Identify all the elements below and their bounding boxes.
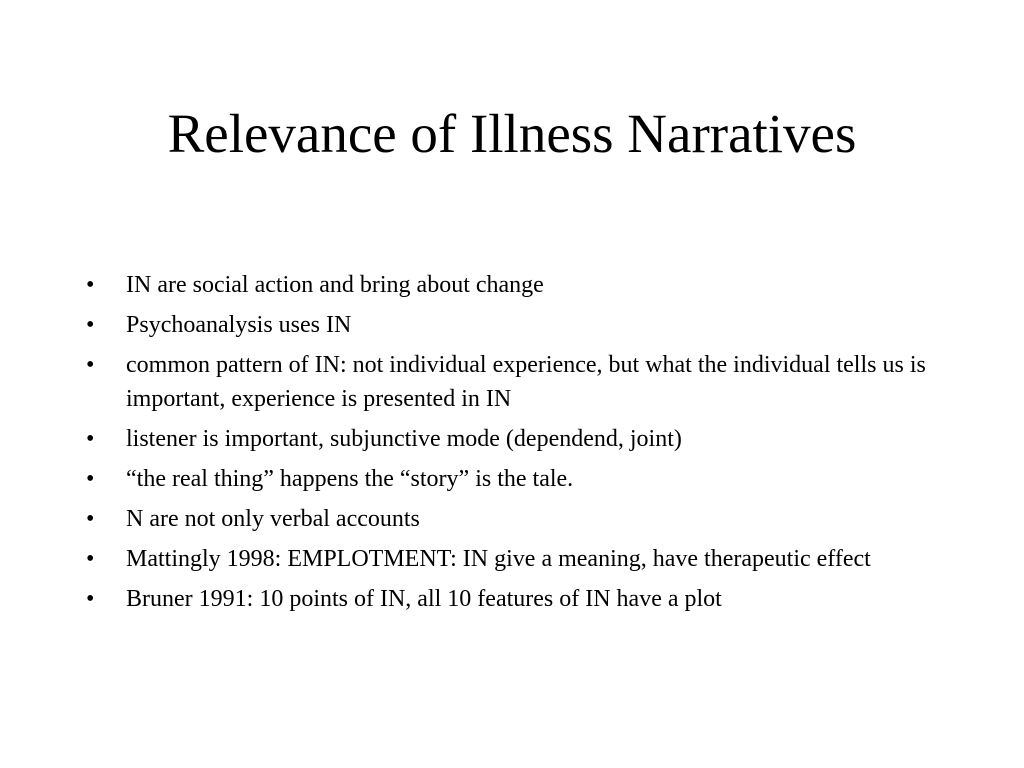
bullet-text: listener is important, subjunctive mode (dependend, joint) xyxy=(126,426,682,452)
bullet-icon: • xyxy=(86,312,95,338)
bullet-text: Bruner 1991: 10 points of IN, all 10 features of IN have a plot xyxy=(126,586,722,612)
bullet-item xyxy=(86,268,956,302)
bullet-icon: • xyxy=(86,466,95,492)
bullet-icon: • xyxy=(86,426,95,452)
slide-title: Relevance of Illness Narratives xyxy=(167,103,857,164)
bullet-icon: • xyxy=(86,352,95,378)
bullet-item xyxy=(86,582,956,616)
bullet-text: N are not only verbal accounts xyxy=(126,506,420,532)
bullet-text: Mattingly 1998: EMPLOTMENT: IN give a meaning, have therapeutic effect xyxy=(126,546,871,572)
bullet-item xyxy=(86,308,956,342)
bullet-icon: • xyxy=(86,586,95,612)
bullet-text: IN are social action and bring about change xyxy=(126,272,544,298)
bullet-icon: • xyxy=(86,506,95,532)
bullet-icon: • xyxy=(86,272,95,298)
bullet-list xyxy=(86,268,956,622)
bullet-item xyxy=(86,348,956,416)
bullet-text: “the real thing” happens the “story” is the tale. xyxy=(126,466,574,492)
bullet-item xyxy=(86,422,956,456)
bullet-text: Psychoanalysis uses IN xyxy=(126,312,352,338)
bullet-text: common pattern of IN: not individual experience, but what the individual tells us is important, experience is presented in IN xyxy=(126,352,926,412)
bullet-item xyxy=(86,502,956,536)
bullet-item xyxy=(86,462,956,496)
bullet-icon: • xyxy=(86,546,95,572)
bullet-item xyxy=(86,542,956,576)
